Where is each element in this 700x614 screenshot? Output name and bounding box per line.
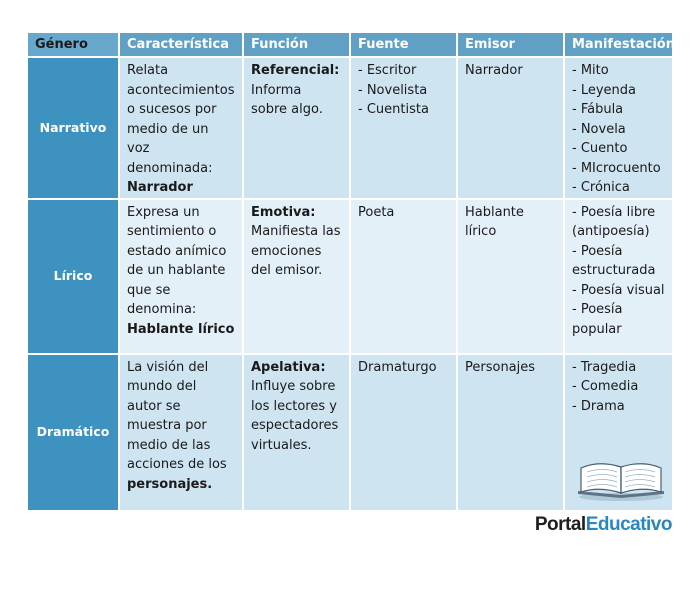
text-line: - Novelista: [358, 82, 428, 98]
text-line: Poeta: [358, 204, 395, 220]
text-line: mundo del: [127, 379, 197, 394]
text-line: los lectores y: [251, 398, 337, 414]
manifestacion-cell: [564, 57, 673, 199]
header-emisor: Emisor: [457, 32, 564, 57]
fuente-cell: [350, 57, 457, 199]
funcion-title: Emotiva:: [251, 204, 316, 220]
text-line: Expresa un: [127, 204, 200, 220]
fuente-cell: [350, 354, 457, 511]
brand-educativo: Educativo: [585, 514, 672, 535]
header-fuente: Fuente: [350, 32, 457, 57]
text-line: - Cuento: [572, 141, 628, 156]
fuente-cell: [350, 199, 457, 354]
text-line: - Leyenda: [572, 82, 636, 98]
text-line: - Crónica: [572, 180, 630, 195]
caracteristica-cell: [119, 57, 243, 199]
text-line: - Cuentista: [358, 102, 429, 117]
text-line: - Poesía: [572, 243, 623, 259]
text-line: - Poesía visual: [572, 282, 665, 298]
text-line: espectadores: [251, 418, 339, 433]
text-line: - Mito: [572, 63, 609, 78]
text-line-bold: Narrador: [127, 180, 193, 195]
text-line: - Drama: [572, 398, 625, 414]
row-lirico: [27, 199, 673, 354]
funcion-title: Referencial:: [251, 63, 340, 78]
text-line: medio de las: [127, 437, 211, 453]
emisor-cell: [457, 354, 564, 511]
text-line: que se: [127, 282, 171, 298]
text-line: de un hablante: [127, 263, 226, 278]
funcion-cell: [243, 199, 350, 354]
manifestacion-cell: [564, 354, 673, 511]
funcion-cell: [243, 57, 350, 199]
emisor-cell: [457, 57, 564, 199]
open-book-icon: [575, 454, 667, 502]
text-line: Manifiesta las: [251, 224, 341, 239]
genres-table: [26, 31, 674, 512]
text-line: muestra por: [127, 418, 207, 433]
text-line: popular: [572, 321, 622, 337]
text-line: virtuales.: [251, 437, 312, 453]
genre-cell: Narrativo: [27, 57, 119, 199]
text-line: - Tragedia: [572, 359, 637, 375]
row-dramatico: [27, 354, 673, 511]
manifestacion-cell: [564, 199, 673, 354]
text-line: - Poesía libre: [572, 204, 656, 220]
header-manifestacion: Manifestación: [564, 32, 673, 57]
text-line: estructurada: [572, 263, 656, 278]
text-line: Dramaturgo: [358, 359, 437, 375]
text-line: Hablante: [465, 204, 524, 220]
text-line: - Fábula: [572, 102, 624, 117]
caracteristica-cell: [119, 199, 243, 354]
text-line: - Poesía: [572, 302, 623, 317]
text-line: Influye sobre: [251, 379, 336, 394]
text-line: - Novela: [572, 121, 626, 137]
text-line: La visión del: [127, 359, 209, 375]
text-line: acontecimientos: [127, 82, 235, 98]
text-line: acciones de los: [127, 457, 227, 472]
text-line: - MIcrocuento: [572, 160, 661, 176]
brand-portal: Portal: [534, 514, 586, 535]
caracteristica-cell: [119, 354, 243, 511]
text-line: denomina:: [127, 302, 197, 317]
text-line: Relata: [127, 63, 169, 78]
text-line-bold: personajes.: [127, 476, 213, 492]
brand-logo: [535, 514, 672, 536]
text-line: estado anímico: [127, 243, 227, 259]
header-funcion: Función: [243, 32, 350, 57]
text-line: (antipoesía): [572, 224, 650, 239]
funcion-cell: [243, 354, 350, 511]
genre-cell: Lírico: [27, 199, 119, 354]
text-line: - Comedia: [572, 379, 639, 394]
text-line: o sucesos por: [127, 102, 217, 117]
text-line: Narrador: [465, 63, 523, 78]
text-line: sentimiento o: [127, 224, 217, 239]
header-genero: Género: [27, 32, 119, 57]
genre-cell: Dramático: [27, 354, 119, 511]
text-line: denominada:: [127, 160, 213, 176]
text-line: emociones: [251, 243, 322, 259]
text-line: Personajes: [465, 359, 536, 375]
emisor-cell: [457, 199, 564, 354]
text-line: del emisor.: [251, 263, 323, 278]
header-caracteristica: Característica: [119, 32, 243, 57]
text-line: Informa: [251, 82, 302, 98]
text-line: medio de un voz: [127, 121, 209, 156]
text-line: lírico: [465, 224, 497, 239]
row-narrativo: [27, 57, 673, 199]
text-line: - Escritor: [358, 63, 417, 78]
text-line: autor se: [127, 398, 181, 414]
funcion-title: Apelativa:: [251, 359, 326, 375]
text-line-bold: Hablante lírico: [127, 321, 235, 337]
header-row: [27, 32, 673, 57]
text-line: sobre algo.: [251, 102, 323, 117]
